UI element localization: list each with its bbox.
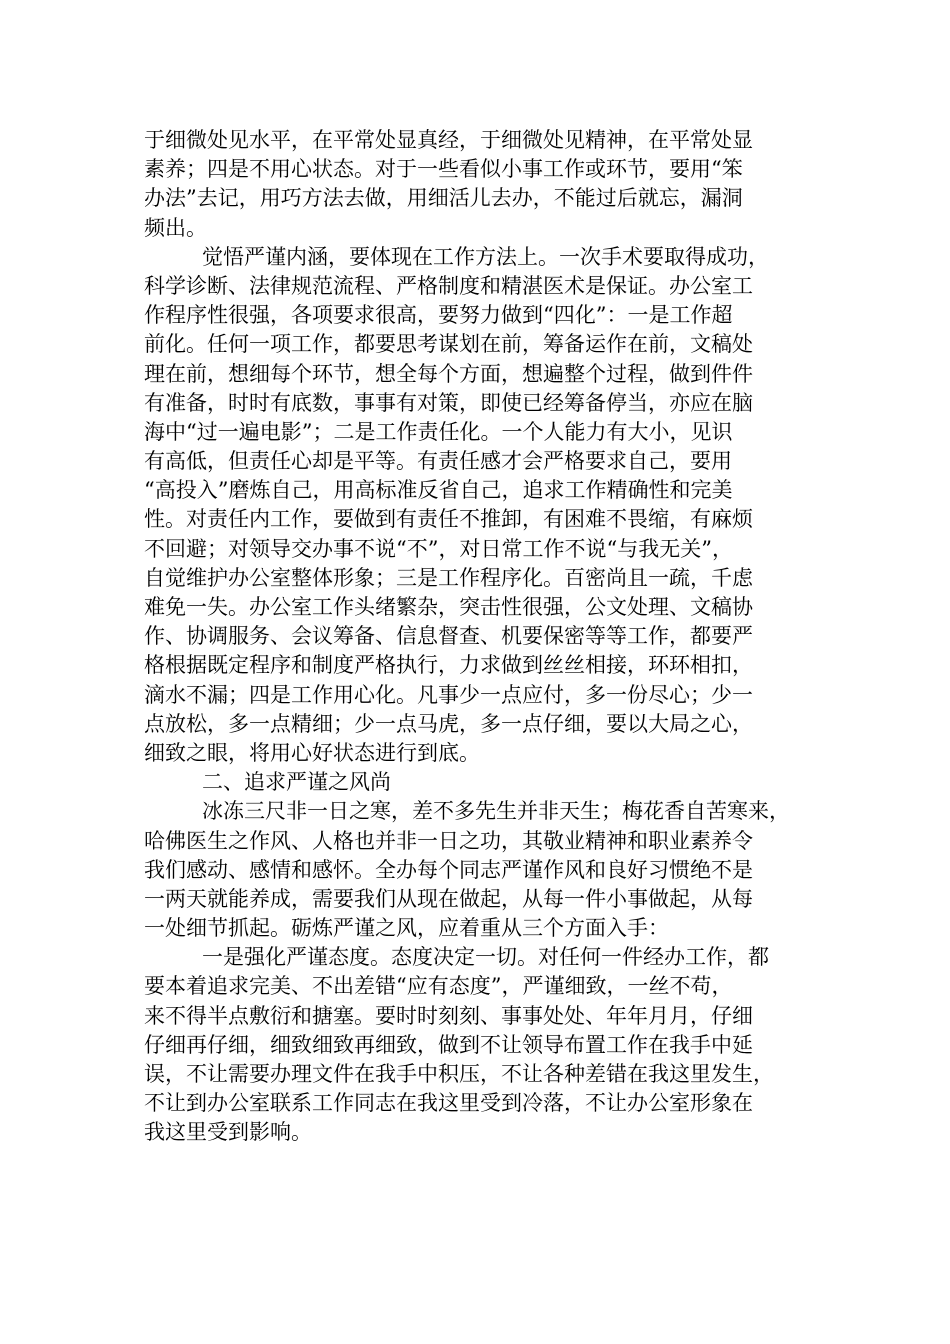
text-line: 细致之眼，将用心好状态进行到底。 (144, 740, 480, 765)
text-line: 格根据既定程序和制度严格执行，力求做到丝丝相接，环环相扣， (144, 653, 753, 678)
text-line: “高投入”磨炼自己，用高标准反省自己，追求工作精确性和完美 (144, 478, 733, 503)
text-line: 自觉维护办公室整体形象；三是工作程序化。百密尚且一疏，千虑 (144, 565, 753, 590)
text-line: 前化。任何一项工作，都要思考谋划在前，筹备运作在前，文稿处 (144, 332, 753, 357)
text-line: 素养；四是不用心状态。对于一些看似小事工作或环节，要用“笨 (144, 157, 743, 182)
text-line: 误，不让需要办理文件在我手中积压，不让各种差错在我这里发生， (144, 1062, 774, 1086)
text-line: 觉悟严谨内涵，要体现在工作方法上。一次手术要取得成功， (202, 244, 769, 269)
text-line: 于细微处见水平，在平常处显真经，于细微处见精神，在平常处显 (144, 128, 753, 152)
text-line: 点放松，多一点精细；少一点马虎，多一点仔细，要以大局之心， (144, 711, 753, 736)
text-line: 科学诊断、法律规范流程、严格制度和精湛医术是保证。办公室工 (144, 273, 753, 298)
text-line: 来不得半点敷衍和搪塞。要时时刻刻、事事处处、年年月月，仔细 (144, 1003, 753, 1028)
text-line: 作程序性很强，各项要求很高，要努力做到“四化”：一是工作超 (144, 303, 733, 328)
text-line: 有准备，时时有底数，事事有对策，即使已经筹备停当，亦应在脑 (144, 390, 753, 415)
text-line: 不回避；对领导交办事不说“不”，对日常工作不说“与我无关”， (144, 536, 733, 561)
text-line: 海中“过一遍电影”；二是工作责任化。一个人能力有大小，见识 (144, 419, 733, 444)
text-line: 二、追求严谨之风尚 (202, 770, 391, 795)
text-line: 仔细再仔细，细致细致再细致，做到不让领导布置工作在我手中延 (144, 1032, 753, 1057)
text-line: 冰冻三尺非一日之寒，差不多先生并非天生；梅花香自苦寒来， (202, 799, 790, 824)
text-line: 有高低，但责任心却是平等。有责任感才会严格要求自己，要用 (144, 449, 732, 474)
text-line: 理在前，想细每个环节，想全每个方面，想遍整个过程，做到件件 (144, 361, 753, 386)
text-line: 不让到办公室联系工作同志在我这里受到冷落，不让办公室形象在 (144, 1091, 753, 1116)
text-line: 一两天就能养成，需要我们从现在做起，从每一件小事做起，从每 (144, 886, 753, 911)
text-line: 办法”去记，用巧方法去做，用细活儿去办，不能过后就忘，漏洞 (144, 186, 743, 211)
text-line: 频出。 (144, 215, 207, 240)
text-line: 哈佛医生之作风、人格也并非一日之功，其敬业精神和职业素养令 (144, 828, 753, 853)
text-line: 性。对责任内工作，要做到有责任不推卸，有困难不畏缩，有麻烦 (144, 507, 753, 532)
text-line: 一是强化严谨态度。态度决定一切。对任何一件经办工作，都 (202, 945, 769, 970)
text-line: 我们感动、感情和感怀。全办每个同志严谨作风和良好习惯绝不是 (144, 857, 753, 882)
text-line: 作、协调服务、会议筹备、信息督查、机要保密等等工作，都要严 (144, 624, 753, 649)
document-body (144, 126, 824, 1148)
text-line: 滴水不漏；四是工作用心化。凡事少一点应付，多一份尽心；少一 (144, 682, 753, 707)
text-line: 一处细节抓起。砺炼严谨之风，应着重从三个方面入手： (144, 916, 669, 941)
text-line: 难免一失。办公室工作头绪繁杂，突击性很强，公文处理、文稿协 (144, 595, 753, 619)
text-line: 要本着追求完美、不出差错“应有态度”，严谨细致，一丝不苟， (144, 974, 733, 999)
text-line: 我这里受到影响。 (144, 1120, 312, 1145)
